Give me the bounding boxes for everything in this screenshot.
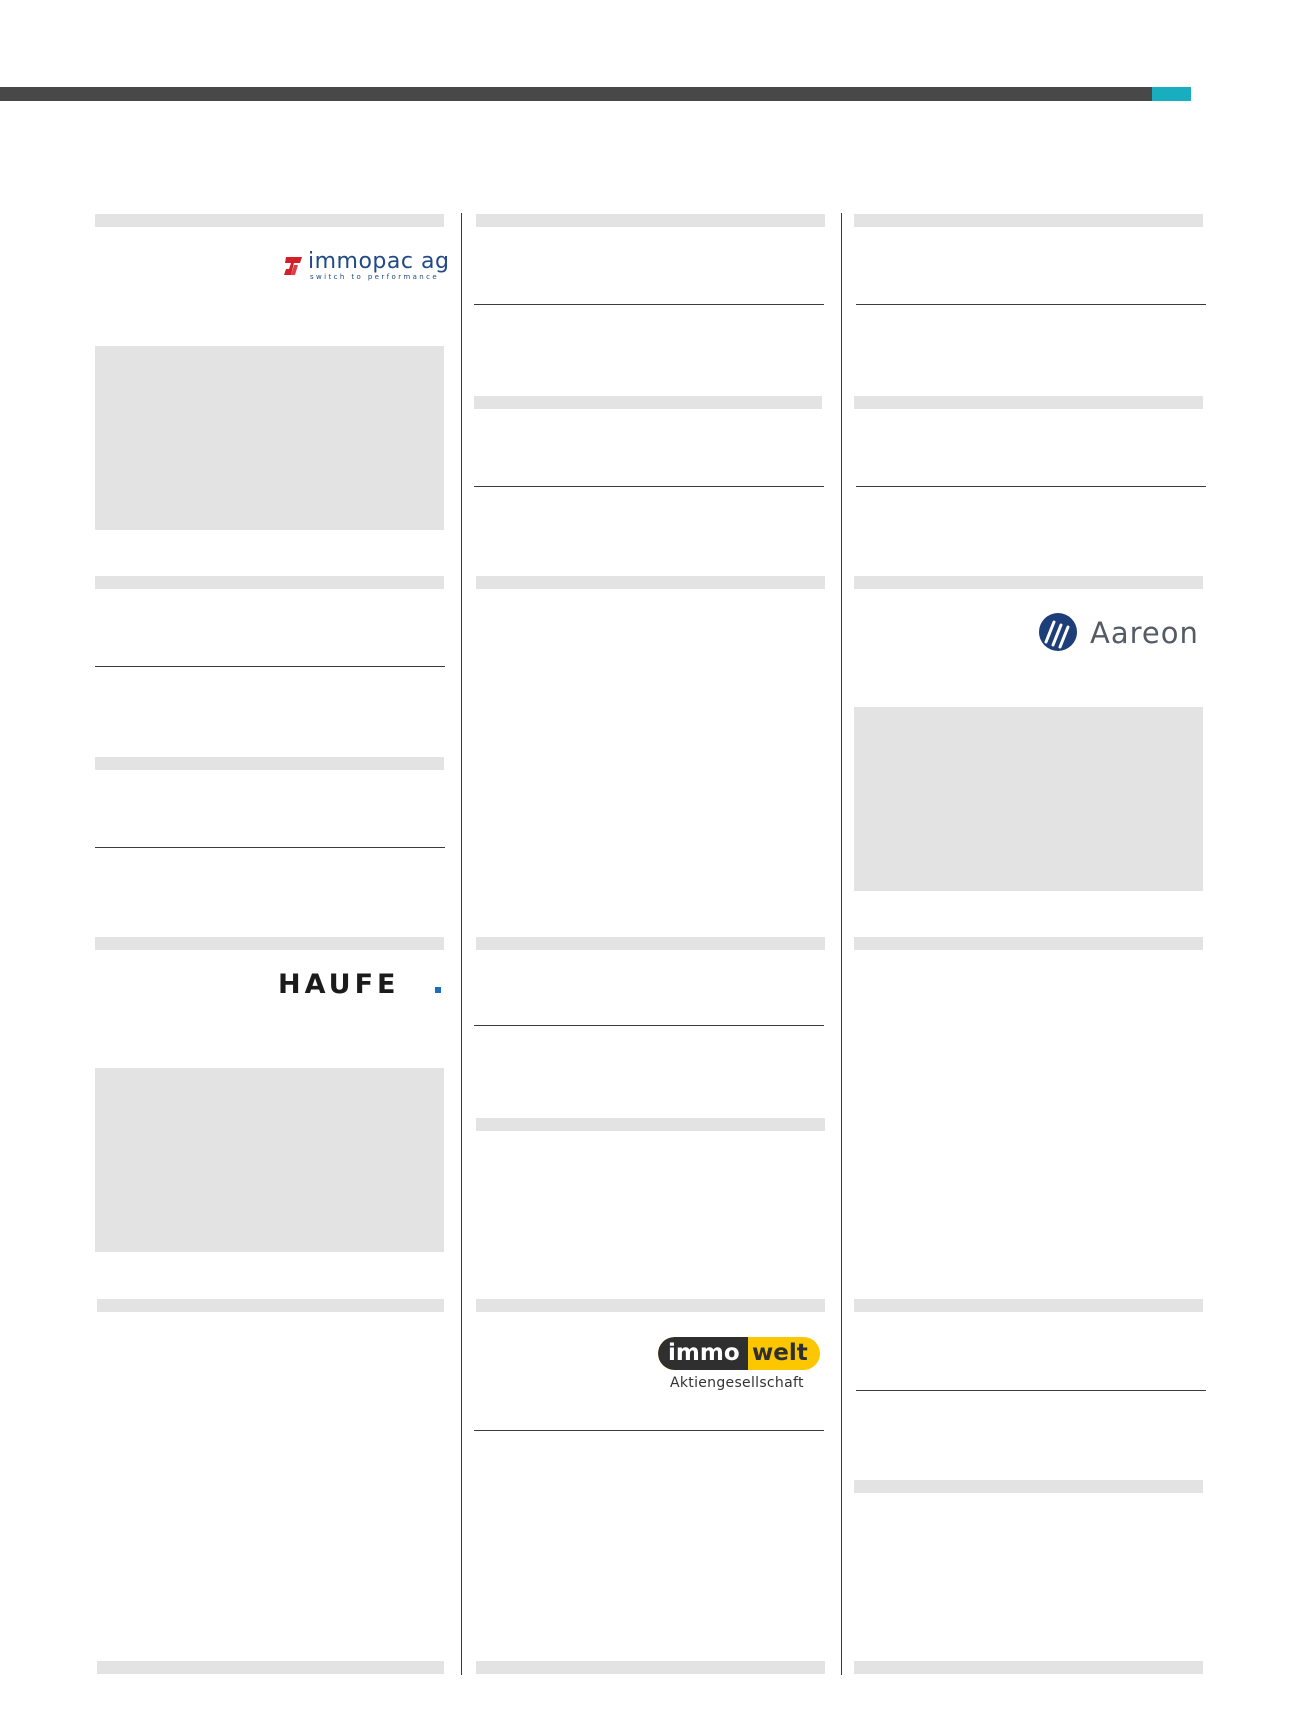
immopac-tagline: switch to performance bbox=[310, 273, 440, 281]
immowelt-subtitle: Aktiengesellschaft bbox=[670, 1375, 804, 1391]
divider-line bbox=[95, 847, 445, 848]
section-header-band bbox=[476, 1661, 825, 1674]
aareon-mark-icon bbox=[1038, 612, 1078, 652]
immopac-name: immopac ag bbox=[308, 249, 450, 274]
divider-line bbox=[856, 304, 1206, 305]
section-header-band bbox=[97, 1661, 444, 1674]
divider-line bbox=[474, 1430, 824, 1431]
section-header-band bbox=[476, 1118, 825, 1131]
aareon-logo bbox=[1038, 612, 1206, 652]
column-divider-1 bbox=[461, 213, 462, 1675]
immowelt-part2: welt bbox=[752, 1340, 808, 1366]
image-placeholder bbox=[95, 1068, 444, 1252]
haufe-name: HAUFE bbox=[278, 969, 400, 1000]
divider-line bbox=[856, 1390, 1206, 1391]
column-divider-2 bbox=[841, 213, 842, 1675]
divider-line bbox=[856, 486, 1206, 487]
section-header-band bbox=[476, 576, 825, 589]
section-header-band bbox=[95, 214, 444, 227]
immopac-logo bbox=[282, 249, 452, 287]
immowelt-pill-icon bbox=[658, 1337, 820, 1370]
section-header-band bbox=[95, 937, 444, 950]
header-bar bbox=[0, 87, 1152, 101]
haufe-dot-icon bbox=[435, 987, 441, 993]
divider-line bbox=[95, 666, 445, 667]
divider-line bbox=[474, 304, 824, 305]
section-header-band bbox=[854, 1480, 1203, 1493]
section-header-band bbox=[476, 1299, 825, 1312]
divider-line bbox=[474, 1025, 824, 1026]
immowelt-logo bbox=[658, 1337, 826, 1397]
section-header-band bbox=[97, 1299, 444, 1312]
haufe-logo bbox=[278, 970, 448, 1000]
section-header-band bbox=[474, 396, 822, 409]
image-placeholder bbox=[854, 707, 1203, 891]
divider-line bbox=[474, 486, 824, 487]
section-header-band bbox=[854, 576, 1203, 589]
section-header-band bbox=[854, 1661, 1203, 1674]
aareon-name: Aareon bbox=[1090, 616, 1199, 650]
section-header-band bbox=[476, 937, 825, 950]
section-header-band bbox=[854, 937, 1203, 950]
immowelt-part1: immo bbox=[668, 1340, 740, 1366]
immopac-mark-icon bbox=[282, 255, 304, 277]
section-header-band bbox=[854, 396, 1203, 409]
section-header-band bbox=[95, 757, 444, 770]
section-header-band bbox=[854, 1299, 1203, 1312]
section-header-band bbox=[476, 214, 825, 227]
image-placeholder bbox=[95, 346, 444, 530]
section-header-band bbox=[95, 576, 444, 589]
header-accent bbox=[1152, 87, 1191, 101]
section-header-band bbox=[854, 214, 1203, 227]
